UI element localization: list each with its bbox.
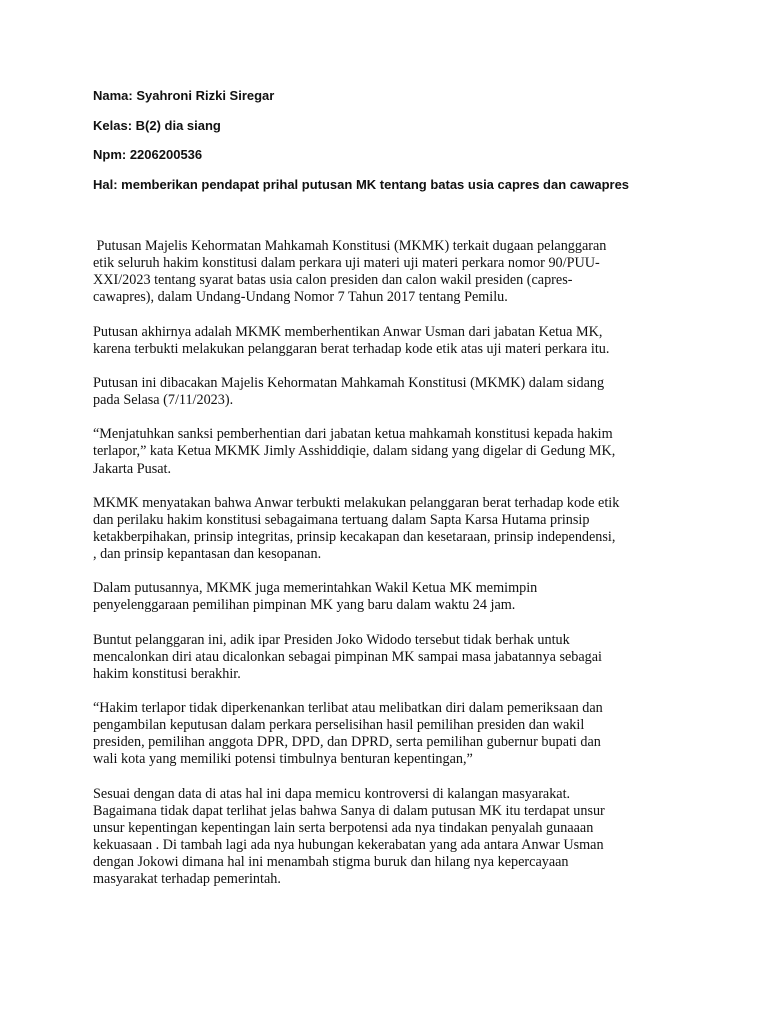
student-class: Kelas: B(2) dia siang <box>93 117 221 133</box>
text-line: terlapor,” kata Ketua MKMK Jimly Asshiddiqie, dalam sidang yang digelar di Gedung MK, <box>93 443 616 460</box>
text-line: dengan Jokowi dimana hal ini menambah stigma buruk dan hilang nya kepercayaan <box>93 854 569 871</box>
paragraph <box>93 324 705 358</box>
paragraph <box>93 786 705 889</box>
paragraph <box>93 700 705 768</box>
document-subject: Hal: memberikan pendapat prihal putusan MK tentang batas usia capres dan cawapres <box>93 176 630 192</box>
text-line: unsur kepentingan kepentingan lain serta berpotensi ada nya tindakan penyalah gunaaan <box>93 819 594 836</box>
text-line: Buntut pelanggaran ini, adik ipar Presiden Joko Widodo tersebut tidak berhak untuk <box>93 631 570 648</box>
text-line: penyelenggaraan pemilihan pimpinan MK yang baru dalam waktu 24 jam. <box>93 597 516 614</box>
text-line: Putusan akhirnya adalah MKMK memberhentikan Anwar Usman dari jabatan Ketua MK, <box>93 323 603 340</box>
text-line: Putusan Majelis Kehormatan Mahkamah Konstitusi (MKMK) terkait dugaan pelanggaran <box>93 238 607 254</box>
text-line: cawapres), dalam Undang-Undang Nomor 7 Tahun 2017 tentang Pemilu. <box>93 289 508 306</box>
text-line: Sesuai dengan data di atas hal ini dapa memicu kontroversi di kalangan masyarakat. <box>93 785 571 802</box>
text-line: “Menjatuhkan sanksi pemberhentian dari jabatan ketua mahkamah konstitusi kepada hakim <box>93 426 613 443</box>
text-line: ketakberpihakan, prinsip integritas, prinsip kecakapan dan kesetaraan, prinsip independensi, <box>93 528 616 545</box>
text-line: “Hakim terlapor tidak diperkenankan terlibat atau melibatkan diri dalam pemeriksaan dan <box>93 700 603 717</box>
paragraph <box>93 426 705 477</box>
text-line: wali kota yang memiliki potensi timbulnya benturan kepentingan,” <box>93 751 473 768</box>
text-line: pengambilan keputusan dalam perkara perselisihan hasil pemilihan presiden dan wakil <box>93 717 585 734</box>
paragraph <box>93 632 705 683</box>
text-line: dan perilaku hakim konstitusi sebagaimana tertuang dalam Sapta Karsa Hutama prinsip <box>93 511 590 528</box>
text-line: hakim konstitusi berakhir. <box>93 665 241 682</box>
paragraph <box>93 375 705 409</box>
text-line: , dan prinsip kepantasan dan kesopanan. <box>93 546 322 563</box>
paragraph <box>93 495 705 563</box>
text-line: XXI/2023 tentang syarat batas usia calon presiden dan calon wakil presiden (capres- <box>93 272 573 289</box>
student-name: Nama: Syahroni Rizki Siregar <box>93 88 275 103</box>
text-line: Bagaimana tidak dapat terlihat jelas bahwa Sanya di dalam putusan MK itu terdapat unsur <box>93 802 605 819</box>
text-line: etik seluruh hakim konstitusi dalam perkara uji materi uji materi perkara nomor 90/PUU- <box>93 255 600 272</box>
text-line: pada Selasa (7/11/2023). <box>93 392 234 409</box>
text-line: presiden, pemilihan anggota DPR, DPD, dan DPRD, serta pemilihan gubernur bupati dan <box>93 734 601 751</box>
text-line: Putusan ini dibacakan Majelis Kehormatan Mahkamah Konstitusi (MKMK) dalam sidang <box>93 374 605 391</box>
document-body <box>93 238 705 906</box>
text-line: Dalam putusannya, MKMK juga memerintahkan Wakil Ketua MK memimpin <box>93 580 538 597</box>
student-npm: Npm: 2206200536 <box>93 147 203 162</box>
document-header <box>93 86 733 204</box>
text-line: Jakarta Pusat. <box>93 460 172 477</box>
text-line: masyarakat terhadap pemerintah. <box>93 871 281 888</box>
text-line: MKMK menyatakan bahwa Anwar terbukti melakukan pelanggaran berat terhadap kode etik <box>93 494 620 511</box>
paragraph <box>93 238 705 306</box>
text-line: kekuasaan . Di tambah lagi ada nya hubungan kekerabatan yang ada antara Anwar Usman <box>93 837 604 854</box>
text-line: karena terbukti melakukan pelanggaran berat terhadap kode etik atas uji materi perkara itu. <box>93 340 610 357</box>
text-line: mencalonkan diri atau dicalonkan sebagai pimpinan MK sampai masa jabatannya sebagai <box>93 648 602 665</box>
paragraph <box>93 580 705 614</box>
